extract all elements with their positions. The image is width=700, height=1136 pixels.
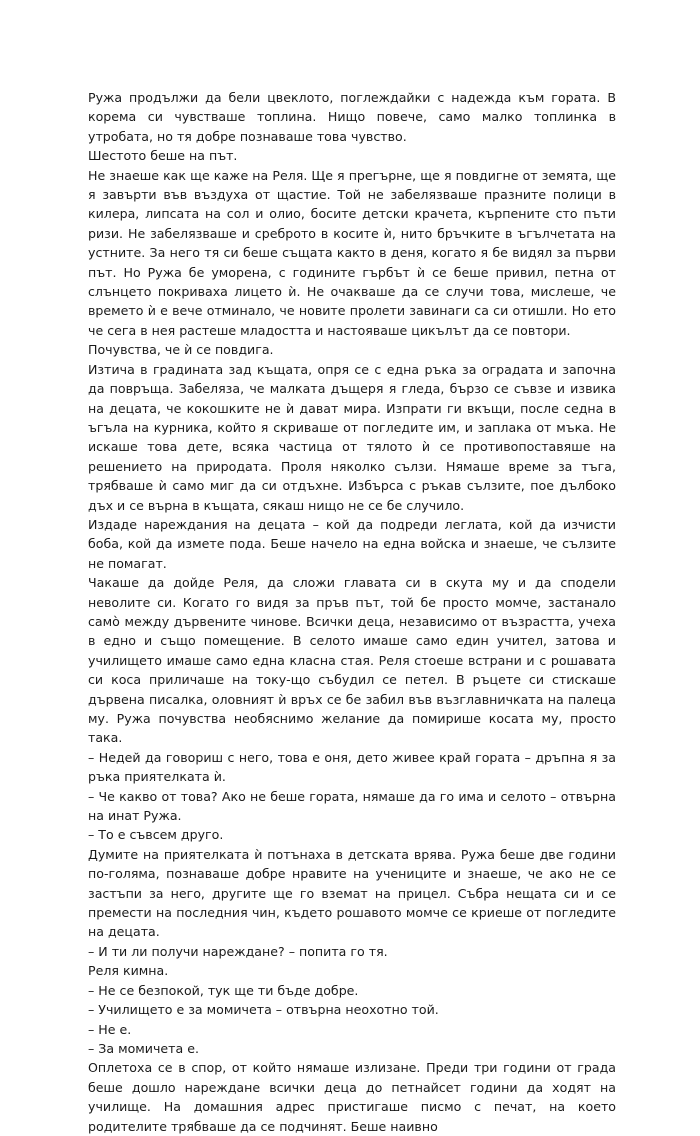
dialogue-line-1: – Недей да говориш с него, това е оня, дето живее край гората – дръпна я за ръка приятелката ѝ. <box>88 749 616 785</box>
dialogue-line-7: – Не е. <box>88 1021 132 1037</box>
paragraph-8: Думите на приятелката ѝ потънаха в детската врява. Ружа беше две години по-голяма, познаваше добре нравите на учениците и знаеше, че ако не се застъпи за него, другите ще го вземат на прицел. Събра нещата си и се премести на последния чин, където рошавото момче се криеше от погледите на децата. <box>88 846 616 940</box>
paragraph-3: Не знаеше как ще каже на Реля. Ще я прегърне, ще я повдигне от земята, ще я завърти във въздуха от щастие. Той не забелязваше празните полици в килера, липсата на сол и олио, босите детски крачета, кърпените сто пъти ризи. Не забелязваше и среброто в косите ѝ, нито бръчките в ъгълчетата на устните. За него тя си беше същата както в деня, когато я бе видял за първи път. Но Ружа бе уморена, с годините гърбът ѝ се беше привил, петна от слънцето покриваха лицето ѝ. Не очакваше да се случи това, мислеше, че времето ѝ е вече отминало, че новите пролети завинаги са си отишли. Но ето че сега в нея растеше младостта и настояваше цикълът да се повтори. <box>88 167 616 338</box>
dialogue-line-3: – То е съвсем друго. <box>88 827 224 843</box>
paragraph-4: Почувства, че ѝ се повдига. <box>88 342 274 358</box>
document-page <box>88 88 616 1136</box>
dialogue-line-5: – Не се безпокой, тук ще ти бъде добре. <box>88 982 359 998</box>
dialogue-line-8: – За момичета е. <box>88 1040 199 1056</box>
dialogue-line-2: – Че какво от това? Ако не беше гората, нямаше да го има и селото – отвърна на инат Ружа. <box>88 788 616 824</box>
paragraph-9: Реля кимна. <box>88 963 169 979</box>
paragraph-1: Ружа продължи да бели цвеклото, поглеждайки с надежда към гората. В корема си чувстваше топлина. Нищо повече, само малко топлинка в утробата, но тя добре познаваше това чувство. <box>88 90 616 144</box>
paragraph-7: Чакаше да дойде Реля, да сложи главата си в скута му и да сподели неволите си. Когато го видя за пръв път, той бе просто момче, застанало самò между дървените чинове. Всички деца, независимо от възрастта, учеха в едно и също помещение. В селото имаше само един учител, затова и училището имаше само една класна стая. Реля стоеше встрани и с рошавата си коса приличаше на току-що събудил се петел. В ръцете си стискаше дървена писалка, оловният ѝ връх се бе забил във възглавничката на палеца му. Ружа почувства необяснимо желание да помирише косата му, просто така. <box>88 575 616 746</box>
paragraph-2: Шестото беше на път. <box>88 148 238 164</box>
paragraph-6: Издаде нареждания на децата – кой да подреди леглата, кой да изчисти боба, кой да измете пода. Беше начело на една войска и знаеше, че сълзите не помагат. <box>88 516 616 571</box>
dialogue-line-4: – И ти ли получи нареждане? – попита го тя. <box>88 943 388 959</box>
paragraph-10: Оплетоха се в спор, от който нямаше излизане. Преди три години от града беше дошло нареждане всички деца до петнайсет години да ходят на училище. На домашния адрес пристигаше писмо с печат, на което родителите трябваше да се подчинят. Беше наивно <box>88 1060 616 1134</box>
dialogue-line-6: – Училището е за момичета – отвърна неохотно той. <box>88 1002 439 1018</box>
paragraph-5: Изтича в градината зад къщата, опря се с една ръка за оградата и започна да повръща. Забеляза, че малката дъщеря я гледа, бързо се съвзе и извика на децата, че кокошките не ѝ дават мира. Изпрати ги вкъщи, после седна в ъгъла на курника, който я скриваше от погледите им, и заплака от мъка. Не искаше това дете, всяка частица от тялото ѝ се противопоставяше на решението на природата. Проля няколко сълзи. Нямаше време за тъга, трябваше ѝ само миг да си отдъхне. Избърса с ръкав сълзите, пое дълбоко дъх и се върна в къщата, сякаш нищо не се бе случило. <box>88 361 616 513</box>
